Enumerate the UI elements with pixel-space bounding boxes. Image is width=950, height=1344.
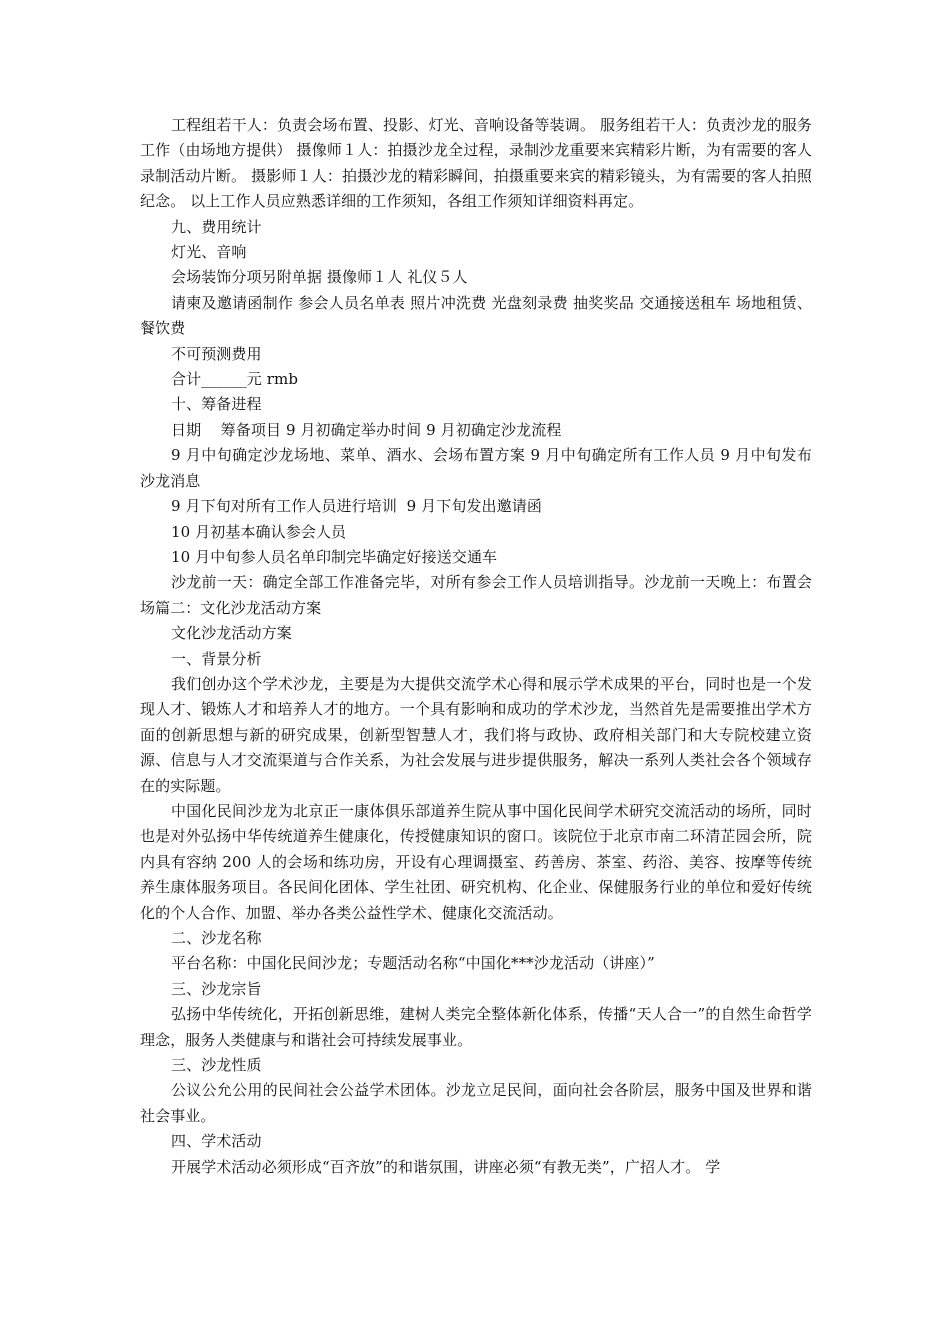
heading-academic-activities: 四、学术活动 <box>171 1132 262 1151</box>
cost-item-invitations: 请柬及邀请函制作 参会人员名单表 照片冲洗费 光盘刻录费 抽奖奖品 交通接送租车 场地租赁、餐饮费 <box>140 293 812 338</box>
document-body <box>140 113 812 1180</box>
paragraph-salon-name: 平台名称：中国化民间沙龙；专题活动名称“中国化***沙龙活动（讲座）” <box>171 954 655 973</box>
paragraph-background-1: 我们创办这个学术沙龙，主要是为大提供交流学术心得和展示学术成果的平台，同时也是一个发现人才、锻炼人才和培养人才的地方。一个具有影响和成功的学术沙龙，当然首先是需要推出学术方面的创新思想与新的研究成果，创新型智慧人才，我们将与政协、政府相关部门和大专院校建立资源、信息与人才交流渠道与合作关系，为社会发展与进步提供服务，解决一系列人类社会各个领域存在的实际题。 <box>140 674 812 795</box>
schedule-mid-september: 9 月中旬确定沙龙场地、菜单、酒水、会场布置方案 9 月中旬确定所有工作人员 9 月中旬发布沙龙消息 <box>140 446 812 490</box>
paragraph-academic-activities: 开展学术活动必须形成“百齐放”的和谐氛围，讲座必须“有教无类”，广招人才。 学 <box>171 1157 721 1176</box>
cost-total: 合计______元 rmb <box>171 370 299 389</box>
cost-item-decoration: 会场装饰分项另附单据 摄像师１人 礼仪５人 <box>171 268 468 287</box>
schedule-day-before: 沙龙前一天：确定全部工作准备完毕，对所有参会工作人员培训指导。沙龙前一天晚上：布置会场篇二：文化沙龙活动方案 <box>140 573 812 617</box>
cost-item-unforeseen: 不可预测费用 <box>171 344 262 363</box>
paragraph-salon-nature: 公议公允公用的民间社会公益学术团体。沙龙立足民间，面向社会各阶层，服务中国及世界和谐社会事业。 <box>140 1081 812 1125</box>
schedule-mid-october: 10 月中旬参人员名单印制完毕确定好接送交通车 <box>171 547 498 566</box>
heading-preparation-progress: 十、筹备进程 <box>171 395 262 414</box>
document-subtitle: 文化沙龙活动方案 <box>171 624 292 643</box>
heading-background-analysis: 一、背景分析 <box>171 649 262 668</box>
schedule-early-september: 日期 筹备项目 9 月初确定举办时间 9 月初确定沙龙流程 <box>171 420 562 439</box>
schedule-early-october: 10 月初基本确认参会人员 <box>171 522 347 541</box>
heading-salon-purpose: 三、沙龙宗旨 <box>171 979 262 998</box>
paragraph-salon-purpose: 弘扬中华传统化，开拓创新思维，建树人类完全整体新化体系，传播“天人合一”的自然生命哲学理念，服务人类健康与和谐社会可持续发展事业。 <box>140 1005 812 1049</box>
cost-item-lighting-sound: 灯光、音响 <box>171 243 247 262</box>
paragraph-staff-roles: 工程组若干人：负责会场布置、投影、灯光、音响设备等装调。 服务组若干人：负责沙龙的服务工作（由场地方提供） 摄像师１人：拍摄沙龙全过程，录制沙龙重要来宾精彩片断，为有需要的客人录制活动片断。 摄影师１人：拍摄沙龙的精彩瞬间，拍摄重要来宾的精彩镜头，为有需要的客人拍照纪念。 以上工作人员应熟悉详细的工作须知，各组工作须知详细资料再定。 <box>140 116 812 211</box>
schedule-late-september: 9 月下旬对所有工作人员进行培训 9 月下旬发出邀请函 <box>171 497 542 516</box>
paragraph-background-2: 中国化民间沙龙为北京正一康体俱乐部道养生院从事中国化民间学术研究交流活动的场所，同时也是对外弘扬中华传统道养生健康化，传授健康知识的窗口。该院位于北京市南二环清芷园会所，院内具有容纳 200 人的会场和练功房，开设有心理调摄室、药善房、茶室、药浴、美容、按摩等传统养生康体服务项目。各民间化团体、学生社团、研究机构、化企业、保健服务行业的单位和爱好传统化的个人合作、加盟、举办各类公益性学术、健康化交流活动。 <box>140 801 812 922</box>
heading-cost-statistics: 九、费用统计 <box>171 217 262 236</box>
heading-salon-name: 二、沙龙名称 <box>171 929 262 947</box>
heading-salon-nature: 三、沙龙性质 <box>171 1056 262 1075</box>
